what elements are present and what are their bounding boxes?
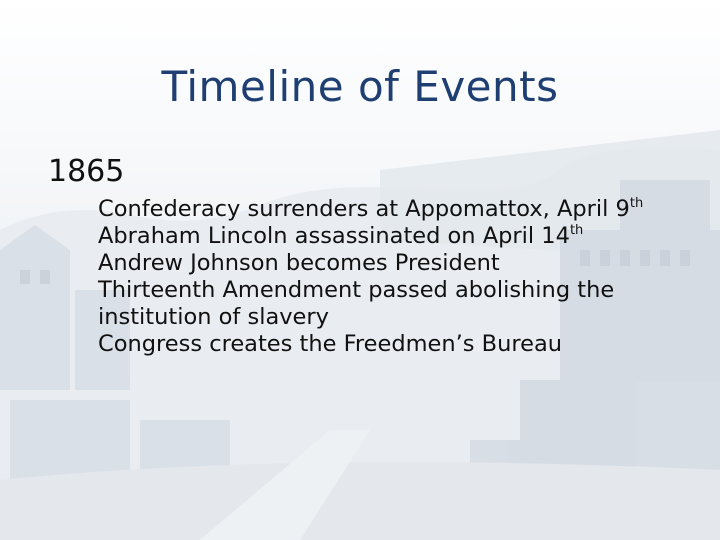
ordinal-suffix: th: [629, 196, 644, 211]
year-label: 1865: [48, 154, 125, 189]
event-list: [76, 196, 676, 358]
list-item: [76, 277, 676, 331]
event-text: Thirteenth Amendment passed abolishing the institution of slavery: [98, 277, 615, 330]
list-item: [76, 223, 676, 250]
list-item: [76, 250, 676, 277]
list-item: [76, 196, 676, 223]
ordinal-suffix: th: [569, 223, 584, 238]
event-text: Abraham Lincoln assassinated on April 14: [98, 223, 570, 249]
list-item: [76, 331, 676, 358]
event-text: Confederacy surrenders at Appomattox, April 9: [98, 196, 630, 222]
event-text: Andrew Johnson becomes President: [98, 250, 500, 276]
event-text: Congress creates the Freedmen’s Bureau: [98, 331, 563, 357]
year-heading: [42, 154, 124, 189]
slide-title: Timeline of Events: [161, 62, 559, 111]
